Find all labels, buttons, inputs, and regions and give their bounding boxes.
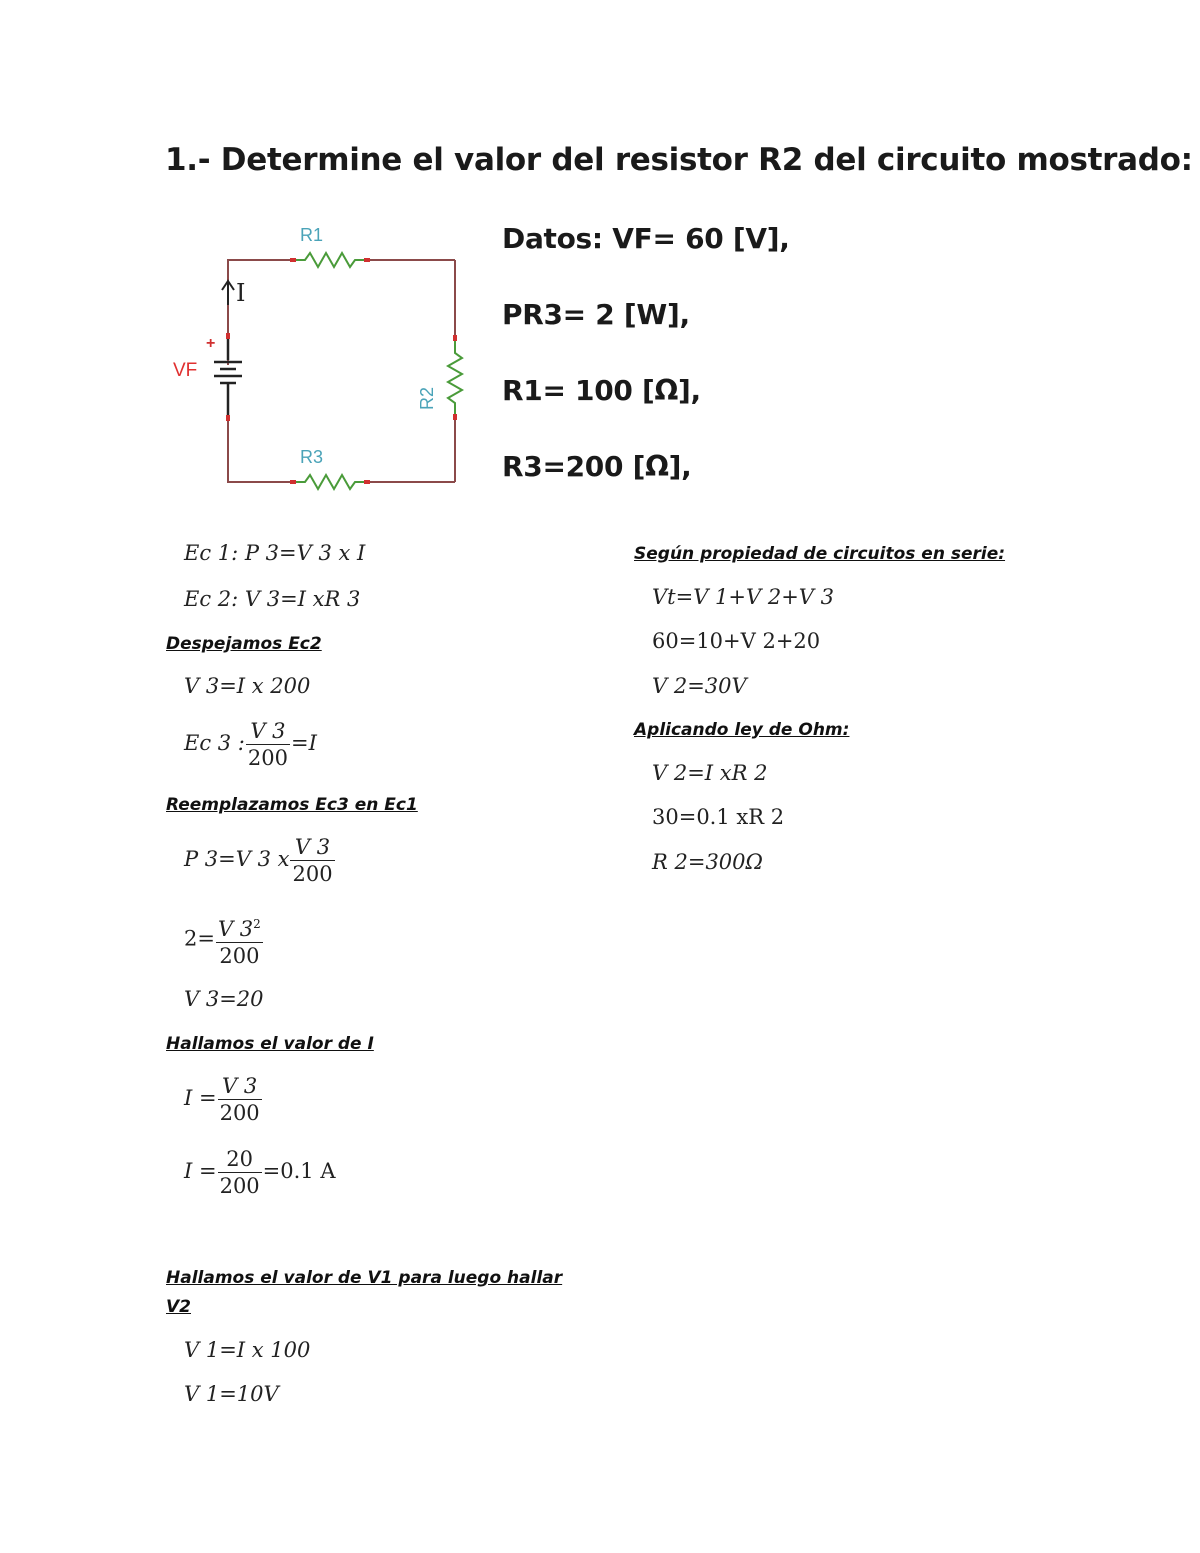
resistor-r3 — [290, 475, 370, 489]
equation-ec2: Ec 2: V 3=I xR 3 — [184, 587, 361, 611]
circuit-diagram — [170, 215, 480, 505]
data-vf: Datos: VF= 60 [V], — [502, 222, 790, 255]
data-pr3: PR3= 2 [W], — [502, 298, 690, 331]
r2-label: R2 — [417, 386, 437, 410]
heading-hallamos-i: Hallamos el valor de I — [166, 1034, 374, 1054]
resistor-r2 — [448, 340, 462, 420]
terminal-r3-left — [290, 480, 296, 484]
equation-sum: 60=10+V 2+20 — [652, 629, 821, 653]
current-arrow — [222, 281, 234, 305]
fraction-two: $\frac{V 3^2}{200}$ — [216, 911, 263, 969]
heading-reemplazamos: Reemplazamos Ec3 en Ec1 — [166, 795, 418, 815]
terminal-r1-left — [290, 258, 296, 262]
equation-r2: 30=0.1 xR 2 — [652, 805, 785, 829]
r1-label: R1 — [300, 225, 324, 245]
equation-v1-value: V 1=10V — [184, 1382, 279, 1406]
heading-segun: Según propiedad de circuitos en serie: — [634, 544, 1006, 564]
heading-hallamos-v1: Hallamos el valor de V1 para luego hallar — [166, 1268, 563, 1288]
equation-ec1: Ec 1: P 3=V 3 x I — [184, 541, 366, 565]
equation-vt: Vt=V 1+V 2+V 3 — [652, 585, 834, 609]
equation-v1: V 1=I x 100 — [184, 1338, 311, 1362]
heading-hallamos-v1-line2: V2 — [166, 1297, 191, 1317]
heading-despejamos: Despejamos Ec2 — [166, 634, 322, 654]
equation-v2-ir2: V 2=I xR 2 — [652, 761, 768, 785]
page-title: 1.- Determine el valor del resistor R2 del circuito mostrado: — [165, 142, 1193, 178]
terminal-vf-top — [226, 333, 230, 339]
wire-top-left — [228, 260, 290, 365]
fraction-i: $\frac{V 3}{200}$ — [219, 1074, 260, 1125]
terminal-r2-top — [453, 335, 457, 341]
equation-r2-value: R 2=300Ω — [652, 850, 763, 874]
data-r1: R1= 100 [Ω], — [502, 374, 701, 407]
resistor-r1 — [290, 253, 370, 267]
terminal-vf-bottom — [226, 415, 230, 421]
equation-ec3: Ec 3 : $\frac{V 3}{200}$ =I — [184, 719, 317, 770]
equation-p3: P 3=V 3 x $\frac{V 3}{200}$ — [184, 835, 333, 886]
equation-v3-20: V 3=20 — [184, 987, 264, 1011]
fraction-p3: $\frac{V 3}{200}$ — [292, 835, 333, 886]
equation-v3-ix200: V 3=I x 200 — [184, 674, 311, 698]
equation-i-value: I = $\frac{20}{200}$ =0.1 A — [184, 1147, 336, 1198]
data-r3: R3=200 [Ω], — [502, 450, 692, 483]
equation-v2-value: V 2=30V — [652, 674, 747, 698]
terminal-r2-bottom — [453, 414, 457, 420]
r3-label: R3 — [300, 447, 324, 467]
plus-label: + — [206, 335, 216, 352]
terminal-r3-right — [364, 480, 370, 484]
fraction-i-value: $\frac{20}{200}$ — [219, 1147, 260, 1198]
vf-label: VF — [173, 360, 198, 381]
terminal-r1-right — [364, 258, 370, 262]
fraction-ec3: $\frac{V 3}{200}$ — [247, 719, 288, 770]
wire-bottom-left — [228, 415, 290, 482]
heading-ohm: Aplicando ley de Ohm: — [634, 720, 850, 740]
equation-two: 2= $\frac{V 3^2}{200}$ — [184, 911, 264, 969]
current-label: I — [236, 279, 246, 307]
battery-symbol — [214, 339, 242, 415]
equation-i: I = $\frac{V 3}{200}$ — [184, 1074, 260, 1125]
